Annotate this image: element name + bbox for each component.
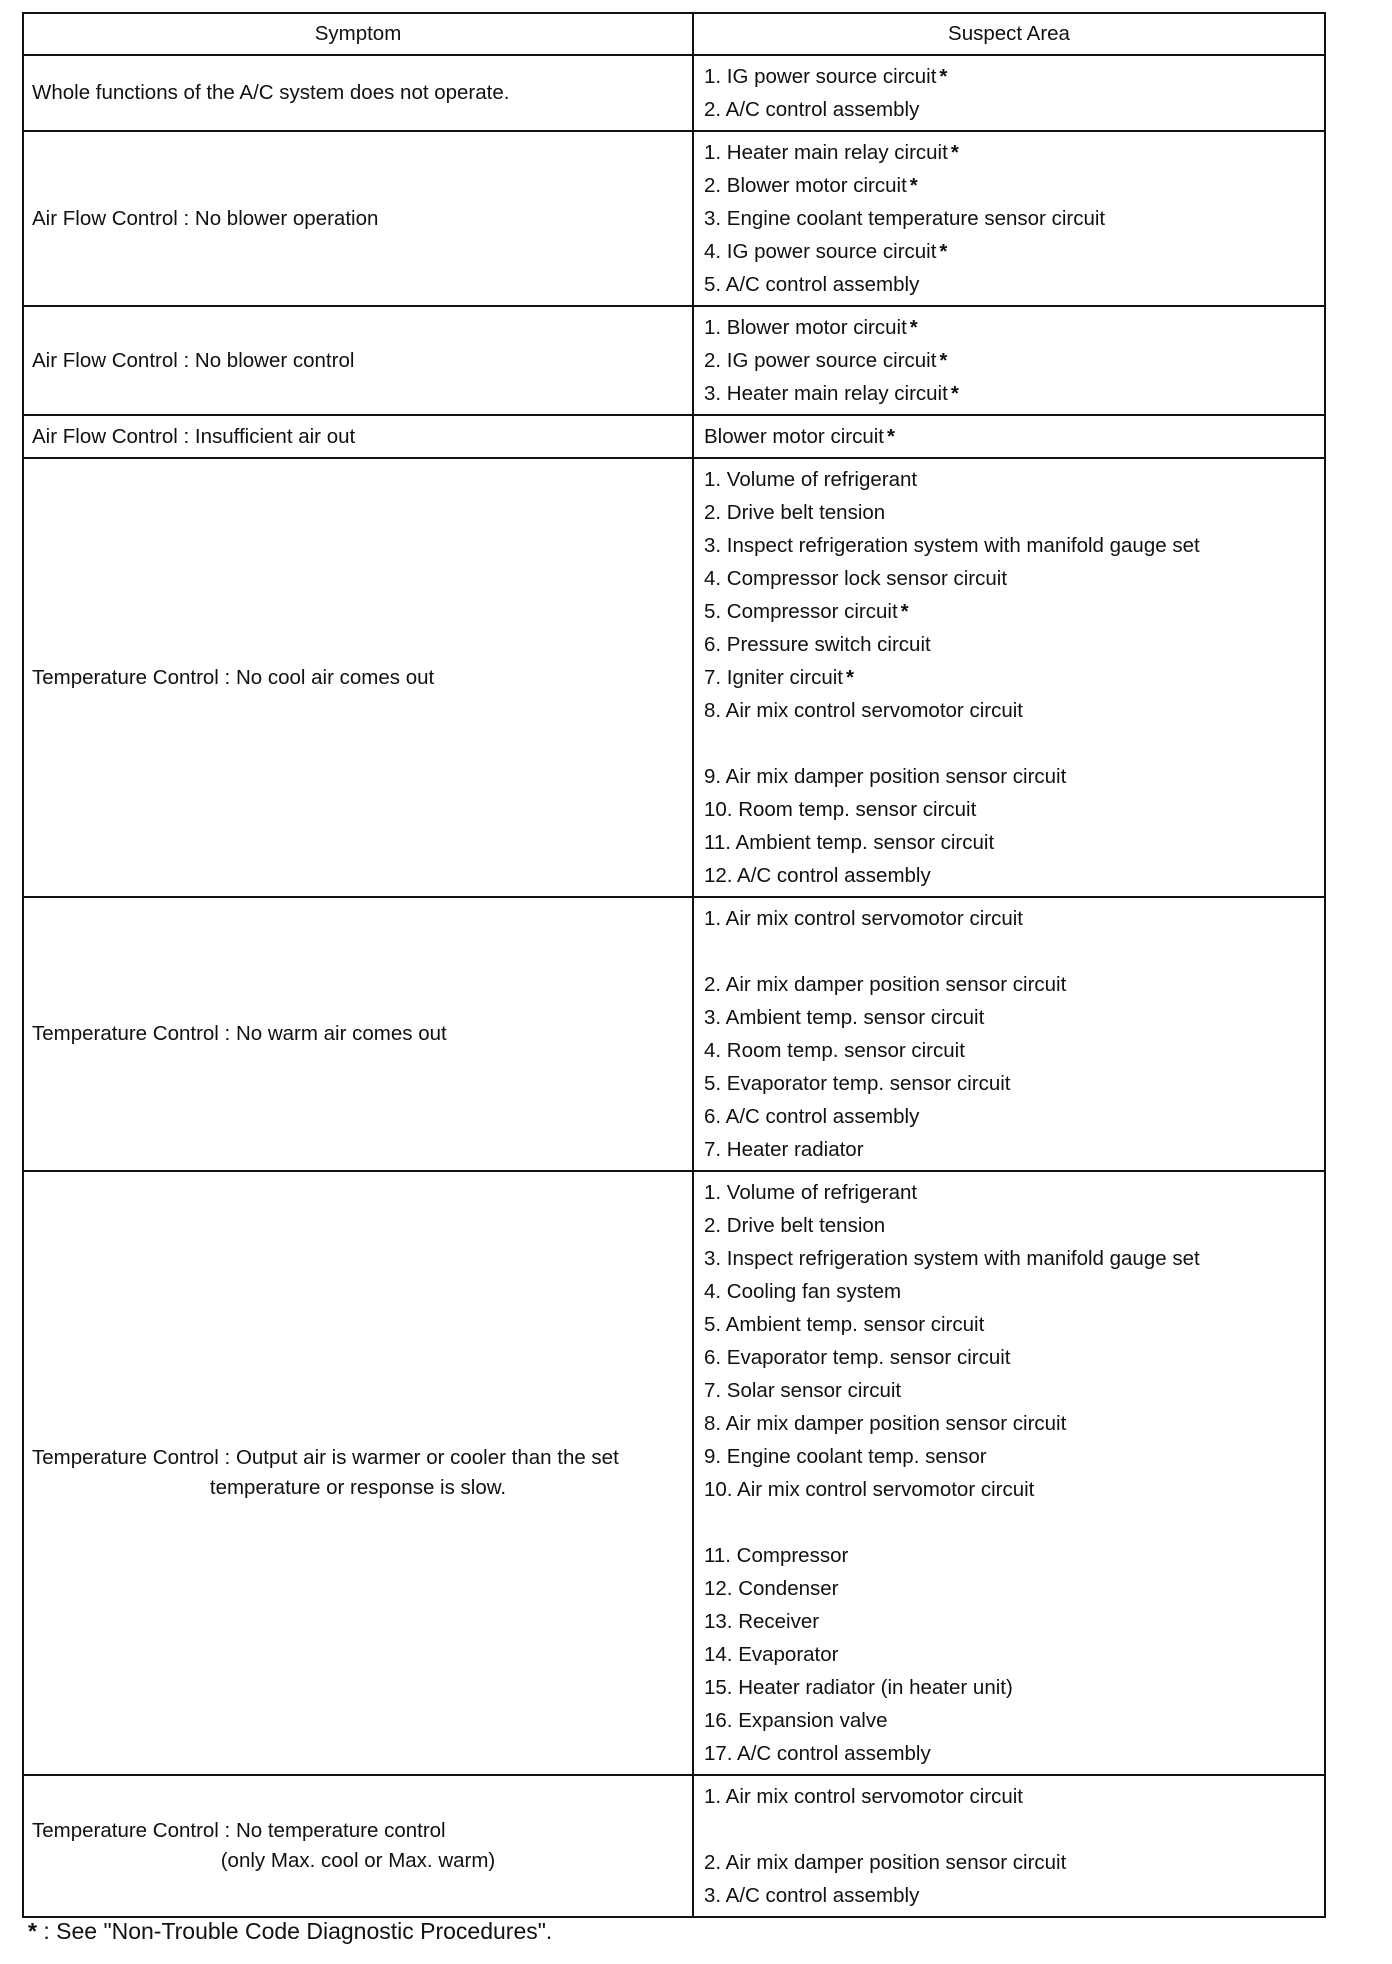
symptom-text: Temperature Control : No warm air comes out (32, 1022, 447, 1045)
suspect-item-text: 6. Evaporator temp. sensor circuit (704, 1346, 1011, 1369)
suspect-item-text: 2. Blower motor circuit (704, 174, 907, 197)
suspect-area-cell (693, 306, 1325, 415)
table-header-row (23, 13, 1325, 55)
symptom-text: Temperature Control : No cool air comes out (32, 665, 435, 689)
asterisk-marker: * (909, 174, 918, 197)
suspect-item (704, 377, 1316, 410)
suspect-item-text: 16. Expansion valve (704, 1709, 888, 1732)
suspect-item (704, 793, 1316, 826)
suspect-item (704, 859, 1316, 892)
suspect-item-text: 13. Receiver (704, 1610, 820, 1633)
asterisk-marker: * (950, 382, 959, 405)
suspect-item (704, 1737, 1316, 1770)
symptom-cell (23, 897, 693, 1171)
suspect-item-text: 5. Evaporator temp. sensor circuit (704, 1072, 1011, 1095)
table-row (23, 458, 1325, 897)
symptom-text: Temperature Control : No temperature control (32, 1819, 446, 1842)
suspect-item-text: 7. Heater radiator (704, 1138, 864, 1161)
suspect-item (704, 136, 1316, 169)
suspect-item (704, 93, 1316, 126)
suspect-item-text: 3. Heater main relay circuit (704, 382, 948, 405)
suspect-item (704, 1572, 1316, 1605)
suspect-item (704, 1034, 1316, 1067)
header-suspect-area: Suspect Area (693, 13, 1325, 55)
table-row (23, 897, 1325, 1171)
suspect-item (704, 1100, 1316, 1133)
suspect-item (704, 235, 1316, 268)
suspect-item-text: 5. Compressor circuit (704, 600, 898, 623)
suspect-item-text: 2. Air mix damper position sensor circuit (704, 973, 1067, 996)
suspect-item-text: 4. Cooling fan system (704, 1280, 902, 1303)
suspect-item-text: Blower motor circuit (704, 425, 884, 448)
suspect-area-cell (693, 131, 1325, 306)
table-row (23, 1171, 1325, 1775)
asterisk-marker: * (900, 600, 909, 623)
suspect-item (704, 311, 1316, 344)
suspect-item (704, 661, 1316, 694)
asterisk-marker: * (939, 65, 948, 88)
suspect-item (704, 1242, 1316, 1275)
suspect-item-text: 14. Evaporator (704, 1643, 839, 1666)
suspect-item (704, 529, 1316, 562)
suspect-item-text: 4. IG power source circuit (704, 240, 937, 263)
symptom-cell (23, 131, 693, 306)
suspect-item-text: 15. Heater radiator (in heater unit) (704, 1676, 1013, 1699)
suspect-item (704, 344, 1316, 377)
asterisk-marker: * (950, 141, 959, 164)
suspect-item-text: 8. Air mix damper position sensor circuit (704, 1412, 1067, 1435)
suspect-item-text: 3. Inspect refrigeration system with manifold gauge set (704, 1247, 1200, 1270)
suspect-item-text: 10. Air mix control servomotor circuit (704, 1478, 1035, 1501)
suspect-area-cell (693, 897, 1325, 1171)
suspect-area-cell (693, 415, 1325, 458)
symptom-text: Air Flow Control : Insufficient air out (32, 424, 356, 448)
suspect-item-text: 1. Air mix control servomotor circuit (704, 1785, 1023, 1808)
suspect-item-text: 3. Ambient temp. sensor circuit (704, 1006, 985, 1029)
symptom-text: Whole functions of the A/C system does not operate. (32, 81, 510, 104)
suspect-item-text: 17. A/C control assembly (704, 1742, 931, 1765)
symptom-cell (23, 55, 693, 131)
symptom-text: temperature or response is slow. (209, 1476, 507, 1499)
suspect-item (704, 420, 1316, 453)
suspect-area-cell (693, 55, 1325, 131)
suspect-item (704, 1001, 1316, 1034)
suspect-item-text: 2. A/C control assembly (704, 98, 920, 121)
suspect-item-text: 5. A/C control assembly (704, 273, 920, 296)
diagnosis-table (22, 12, 1326, 1918)
suspect-item (704, 1308, 1316, 1341)
suspect-item-text: 2. Drive belt tension (704, 1214, 886, 1237)
suspect-item-text: 12. Condenser (704, 1577, 839, 1600)
table-row (23, 131, 1325, 306)
suspect-item-text: 3. Engine coolant temperature sensor circuit (704, 207, 1106, 230)
suspect-item (704, 902, 1316, 935)
suspect-item-text: 4. Compressor lock sensor circuit (704, 567, 1008, 590)
suspect-item (704, 1374, 1316, 1407)
suspect-item (704, 595, 1316, 628)
suspect-item (704, 1780, 1316, 1813)
suspect-item-text: 4. Room temp. sensor circuit (704, 1039, 965, 1062)
suspect-item-text: 3. Inspect refrigeration system with manifold gauge set (704, 534, 1200, 557)
suspect-item-text: 9. Engine coolant temp. sensor (704, 1445, 987, 1468)
symptom-text: Temperature Control : Output air is warmer or cooler than the set (32, 1446, 619, 1469)
suspect-item-text: 1. Heater main relay circuit (704, 141, 948, 164)
header-symptom: Symptom (23, 13, 693, 55)
suspect-item (704, 169, 1316, 202)
suspect-item (704, 760, 1316, 793)
asterisk-marker: * (909, 316, 918, 339)
suspect-area-cell (693, 1171, 1325, 1775)
list-spacer (704, 935, 1316, 968)
symptom-text: Air Flow Control : No blower operation (32, 206, 379, 230)
suspect-item-text: 1. Blower motor circuit (704, 316, 907, 339)
suspect-item (704, 1133, 1316, 1166)
symptom-cell (23, 306, 693, 415)
suspect-item (704, 1473, 1316, 1506)
suspect-item-text: 5. Ambient temp. sensor circuit (704, 1313, 985, 1336)
symptom-cell (23, 1171, 693, 1775)
suspect-item-text: 7. Solar sensor circuit (704, 1379, 902, 1402)
suspect-item (704, 1671, 1316, 1704)
table-row (23, 55, 1325, 131)
suspect-item-text: 3. A/C control assembly (704, 1884, 920, 1907)
suspect-item-text: 2. IG power source circuit (704, 349, 937, 372)
suspect-item-text: 12. A/C control assembly (704, 864, 931, 887)
suspect-item-text: 11. Ambient temp. sensor circuit (704, 831, 995, 854)
suspect-item (704, 1341, 1316, 1374)
list-spacer (704, 1813, 1316, 1846)
suspect-item (704, 463, 1316, 496)
suspect-item-text: 1. Air mix control servomotor circuit (704, 907, 1023, 930)
suspect-item (704, 968, 1316, 1001)
suspect-item (704, 1879, 1316, 1912)
table-row (23, 306, 1325, 415)
symptom-cell (23, 1775, 693, 1917)
suspect-area-cell (693, 458, 1325, 897)
symptom-cell (23, 415, 693, 458)
symptom-text: Air Flow Control : No blower control (32, 348, 355, 372)
asterisk-marker: * (939, 240, 948, 263)
footnote-text: : See "Non-Trouble Code Diagnostic Procedures". (43, 1918, 553, 1944)
suspect-item (704, 628, 1316, 661)
list-spacer (704, 1506, 1316, 1539)
suspect-item-text: 10. Room temp. sensor circuit (704, 798, 977, 821)
table-row (23, 415, 1325, 458)
suspect-item (704, 1176, 1316, 1209)
suspect-item (704, 562, 1316, 595)
symptom-text: (only Max. cool or Max. warm) (220, 1849, 496, 1872)
suspect-item-text: 1. Volume of refrigerant (704, 1181, 918, 1204)
suspect-item (704, 202, 1316, 235)
suspect-item-text: 1. IG power source circuit (704, 65, 937, 88)
suspect-item (704, 268, 1316, 301)
suspect-item (704, 496, 1316, 529)
suspect-item (704, 1209, 1316, 1242)
suspect-item-text: 2. Drive belt tension (704, 501, 886, 524)
suspect-item-text: 6. Pressure switch circuit (704, 633, 931, 656)
suspect-item (704, 1440, 1316, 1473)
suspect-item-text: 1. Volume of refrigerant (704, 468, 918, 491)
suspect-item (704, 1539, 1316, 1572)
suspect-item (704, 1407, 1316, 1440)
footnote (28, 1918, 552, 1945)
suspect-item (704, 60, 1316, 93)
asterisk-marker: * (939, 349, 948, 372)
suspect-item (704, 1605, 1316, 1638)
suspect-item-text: 6. A/C control assembly (704, 1105, 920, 1128)
asterisk-marker: * (846, 666, 854, 689)
suspect-item (704, 694, 1316, 727)
asterisk-marker: * (887, 425, 895, 448)
suspect-item (704, 826, 1316, 859)
table-body (23, 55, 1325, 1917)
list-spacer (704, 727, 1316, 760)
suspect-item (704, 1275, 1316, 1308)
suspect-item-text: 2. Air mix damper position sensor circuit (704, 1851, 1067, 1874)
footnote-asterisk: * (28, 1918, 37, 1944)
suspect-area-cell (693, 1775, 1325, 1917)
suspect-item (704, 1846, 1316, 1879)
suspect-item (704, 1067, 1316, 1100)
suspect-item (704, 1638, 1316, 1671)
suspect-item-text: 11. Compressor (704, 1544, 849, 1567)
symptom-cell (23, 458, 693, 897)
suspect-item-text: 8. Air mix control servomotor circuit (704, 699, 1023, 722)
table-row (23, 1775, 1325, 1917)
suspect-item-text: 7. Igniter circuit (704, 666, 843, 689)
suspect-item (704, 1704, 1316, 1737)
suspect-item-text: 9. Air mix damper position sensor circuit (704, 765, 1067, 788)
